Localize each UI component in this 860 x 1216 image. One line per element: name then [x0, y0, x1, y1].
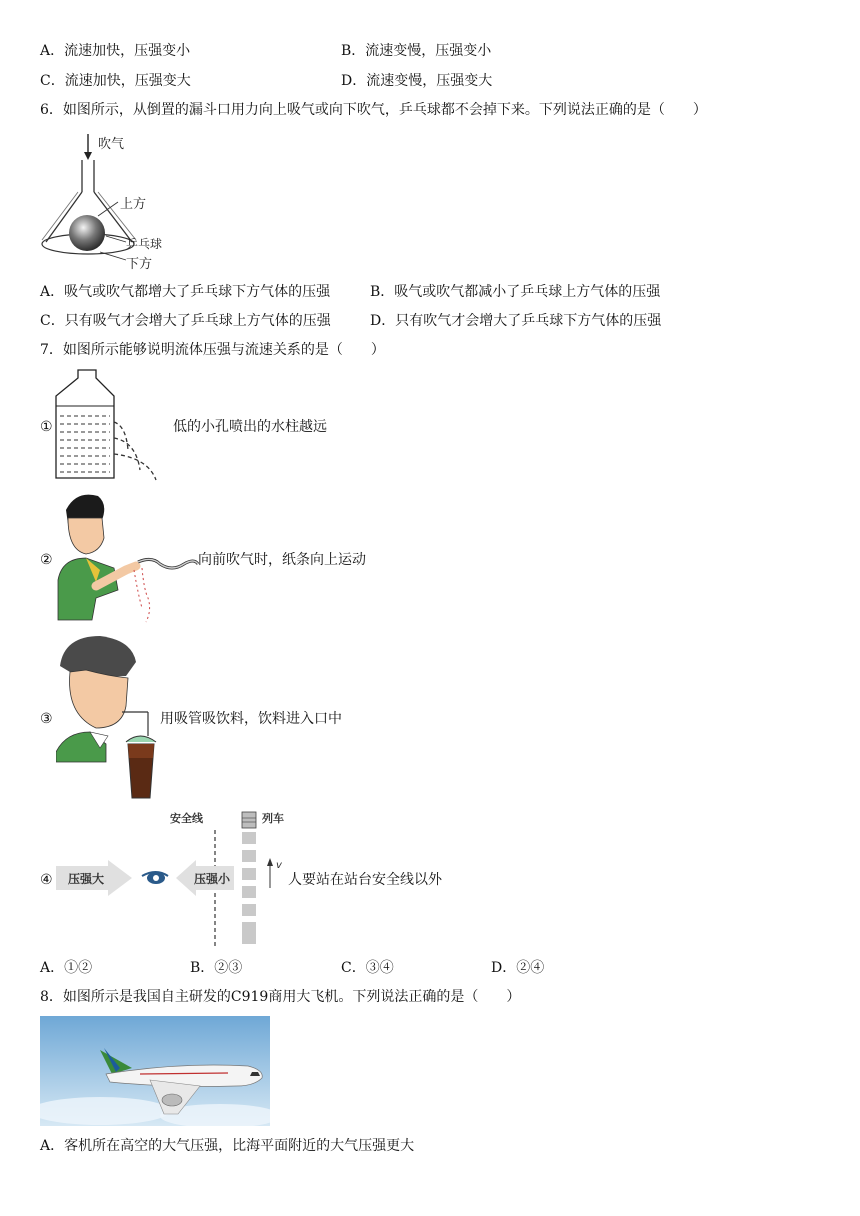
- top-label: 上方: [120, 197, 147, 212]
- item3-number: ③: [40, 711, 53, 727]
- q5-option-d: D．流速变慢，压强变大: [341, 73, 493, 89]
- q7-option-a: A．①②: [40, 960, 93, 976]
- platform-figure: [56, 806, 296, 948]
- item1-number: ①: [40, 419, 53, 435]
- item2-caption: 向前吹气时，纸条向上运动: [198, 552, 366, 568]
- bottom-label: 下方: [126, 257, 153, 272]
- q5-option-c: C．流速加快，压强变大: [40, 73, 191, 89]
- water-bottle-figure: [52, 366, 182, 484]
- item4-number: ④: [40, 872, 53, 888]
- item1-caption: 低的小孔喷出的水柱越远: [173, 419, 327, 435]
- velocity-label: v: [276, 860, 282, 871]
- item4-caption: 人要站在站台安全线以外: [288, 872, 442, 888]
- q6-option-a: A．吸气或吹气都增大了乒乓球下方气体的压强: [40, 284, 331, 300]
- item3-caption: 用吸管吸饮料，饮料进入口中: [160, 711, 342, 727]
- c919-plane-photo: [40, 1016, 270, 1126]
- q5-option-a: A．流速加快，压强变小: [40, 43, 191, 59]
- q6-option-d: D．只有吹气才会增大了乒乓球下方气体的压强: [370, 313, 662, 329]
- q8-stem: 8．如图所示是我国自主研发的C919商用大飞机。下列说法正确的是（ ）: [40, 989, 521, 1005]
- low-pressure-label: 压强小: [194, 872, 231, 886]
- funnel-figure: [40, 130, 190, 280]
- blow-label: 吹气: [98, 137, 125, 152]
- safety-line-label: 安全线: [170, 812, 203, 825]
- q6-stem: 6．如图所示，从倒置的漏斗口用力向上吸气或向下吹气，乒乓球都不会掉下来。下列说法正确的是（ ）: [40, 102, 707, 118]
- q7-stem: 7．如图所示能够说明流体压强与流速关系的是（ ）: [40, 342, 385, 358]
- q5-option-b: B．流速变慢，压强变小: [341, 43, 492, 59]
- high-pressure-label: 压强大: [68, 872, 105, 886]
- boy-blowing-figure: [56, 490, 201, 625]
- q6-option-c: C．只有吸气才会增大了乒乓球上方气体的压强: [40, 313, 331, 329]
- item2-number: ②: [40, 552, 53, 568]
- ping-pong-ball: [69, 215, 105, 251]
- q7-option-c: C．③④: [341, 960, 394, 976]
- q7-option-d: D．②④: [491, 960, 545, 976]
- ball-label: 乒乓球: [126, 237, 163, 251]
- q7-option-b: B．②③: [190, 960, 243, 976]
- train-label: 列车: [262, 812, 284, 825]
- q8-option-a: A．客机所在高空的大气压强，比海平面附近的大气压强更大: [40, 1138, 415, 1154]
- q6-option-b: B．吸气或吹气都减小了乒乓球上方气体的压强: [370, 284, 661, 300]
- boy-drinking-figure: [56, 632, 166, 802]
